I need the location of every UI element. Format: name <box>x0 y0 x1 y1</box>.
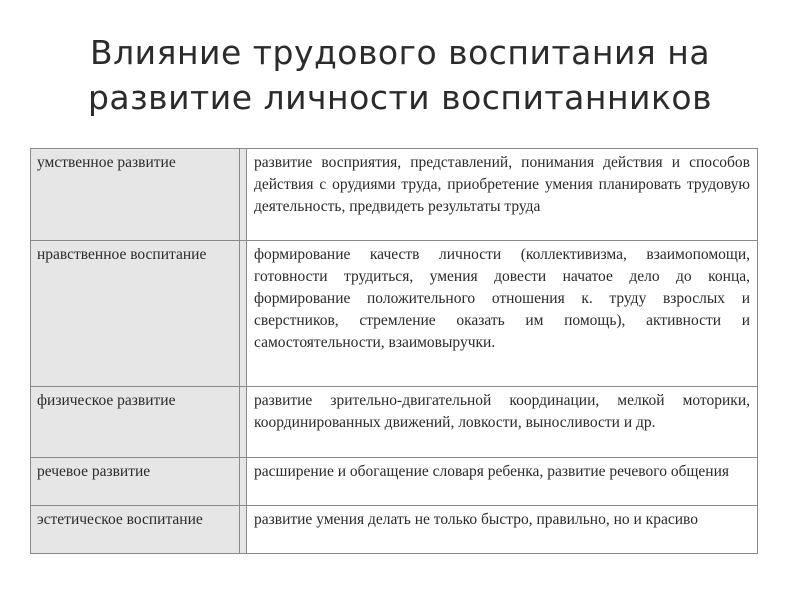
table-row <box>31 458 758 506</box>
influence-table <box>30 148 758 554</box>
development-area-cell: умственное развитие <box>31 149 240 241</box>
slide-title <box>0 30 800 120</box>
description-cell: расширение и обогащение словаря ребенка, развитие речевого общения <box>247 458 758 506</box>
table-row <box>31 241 758 387</box>
column-separator <box>240 506 247 554</box>
description-cell: развитие умения делать не только быстро, правильно, но и красиво <box>247 506 758 554</box>
development-area-cell: эстетическое воспитание <box>31 506 240 554</box>
description-cell: развитие зрительно-двигательной координации, мелкой моторики, координированных движений, ловкости, выносливости и др. <box>247 387 758 458</box>
column-separator <box>240 458 247 506</box>
development-area-cell: речевое развитие <box>31 458 240 506</box>
table-row <box>31 387 758 458</box>
column-separator <box>240 387 247 458</box>
slide-title-line-2: развитие личности воспитанников <box>87 78 713 117</box>
development-area-cell: физическое развитие <box>31 387 240 458</box>
column-separator <box>240 241 247 387</box>
column-separator <box>240 149 247 241</box>
slide-title-line-1: Влияние трудового воспитания на <box>89 33 711 72</box>
table-row <box>31 506 758 554</box>
table-row <box>31 149 758 241</box>
development-area-cell: нравственное воспитание <box>31 241 240 387</box>
description-cell: формирование качеств личности (коллективизма, взаимопомощи, готовности трудиться, умения довести начатое дело до конца, формирование положительного отношения к. труду взрослых и сверстников, стремление оказать им помощь), активности и самостоятельности, взаимовыручки. <box>247 241 758 387</box>
description-cell: развитие восприятия, представлений, понимания действия и способов действия с орудиями труда, приобретение умения планировать трудовую деятельность, предвидеть результаты труда <box>247 149 758 241</box>
